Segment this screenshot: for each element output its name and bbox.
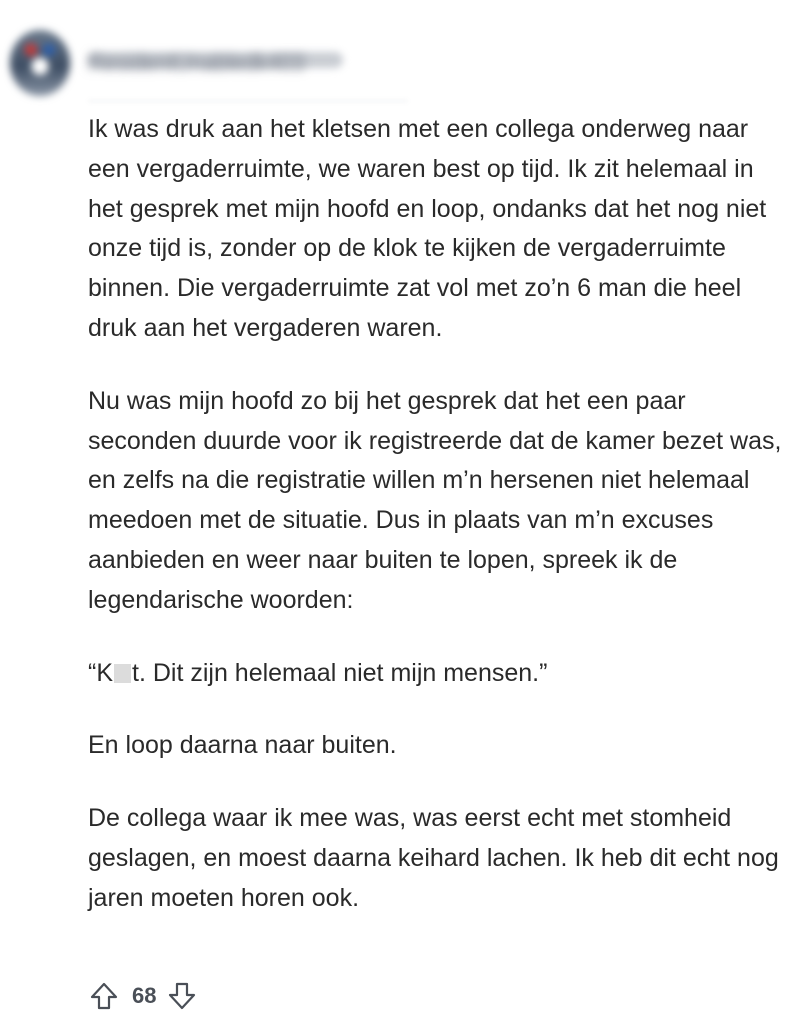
comment-body xyxy=(88,110,793,952)
comment-paragraph-3: En loop daarna naar buiten. xyxy=(88,731,397,760)
comment-quote xyxy=(88,654,793,694)
comment-paragraph-4: De collega waar ik mee was, was eerst echt met stomheid geslagen, en moest daarna keihard lachen. Ik heb dit echt nog jaren moeten horen ook. xyxy=(88,804,779,912)
censor-block xyxy=(114,664,131,683)
vote-count: 68 xyxy=(132,983,157,1008)
quote-start: “K xyxy=(88,658,113,687)
vote-bar xyxy=(88,978,198,1014)
comment-paragraph-2: Nu was mijn hoofd zo bij het gesprek dat het een paar seconden duurde voor ik registreerde dat de kamer bezet was, en zelfs na die registratie willen m’n hersenen niet helemaal meedoen met de situatie. Dus in plaats van m’n excuses aanbieden en weer naar buiten te lopen, spreek ik de legendarische woorden: xyxy=(88,386,782,614)
arrow-up-icon[interactable] xyxy=(88,980,120,1012)
arrow-down-icon[interactable] xyxy=(166,980,198,1012)
quote-end: t. Dit zijn helemaal niet mijn mensen.” xyxy=(132,658,548,687)
avatar[interactable] xyxy=(10,30,70,96)
username[interactable]: ResidentUnabledk403 xyxy=(88,50,305,70)
comment-paragraph-1: Ik was druk aan het kletsen met een collega onderweg naar een vergaderruimte, we waren best op tijd. Ik zit helemaal in het gesprek met mijn hoofd en loop, ondanks dat het nog niet onze tijd is, zonder op de klok te kijken de vergaderruimte binnen. Die vergaderruimte zat vol met zo’n 6 man die heel druk aan het vergaderen waren. xyxy=(88,115,767,342)
divider xyxy=(88,100,408,102)
